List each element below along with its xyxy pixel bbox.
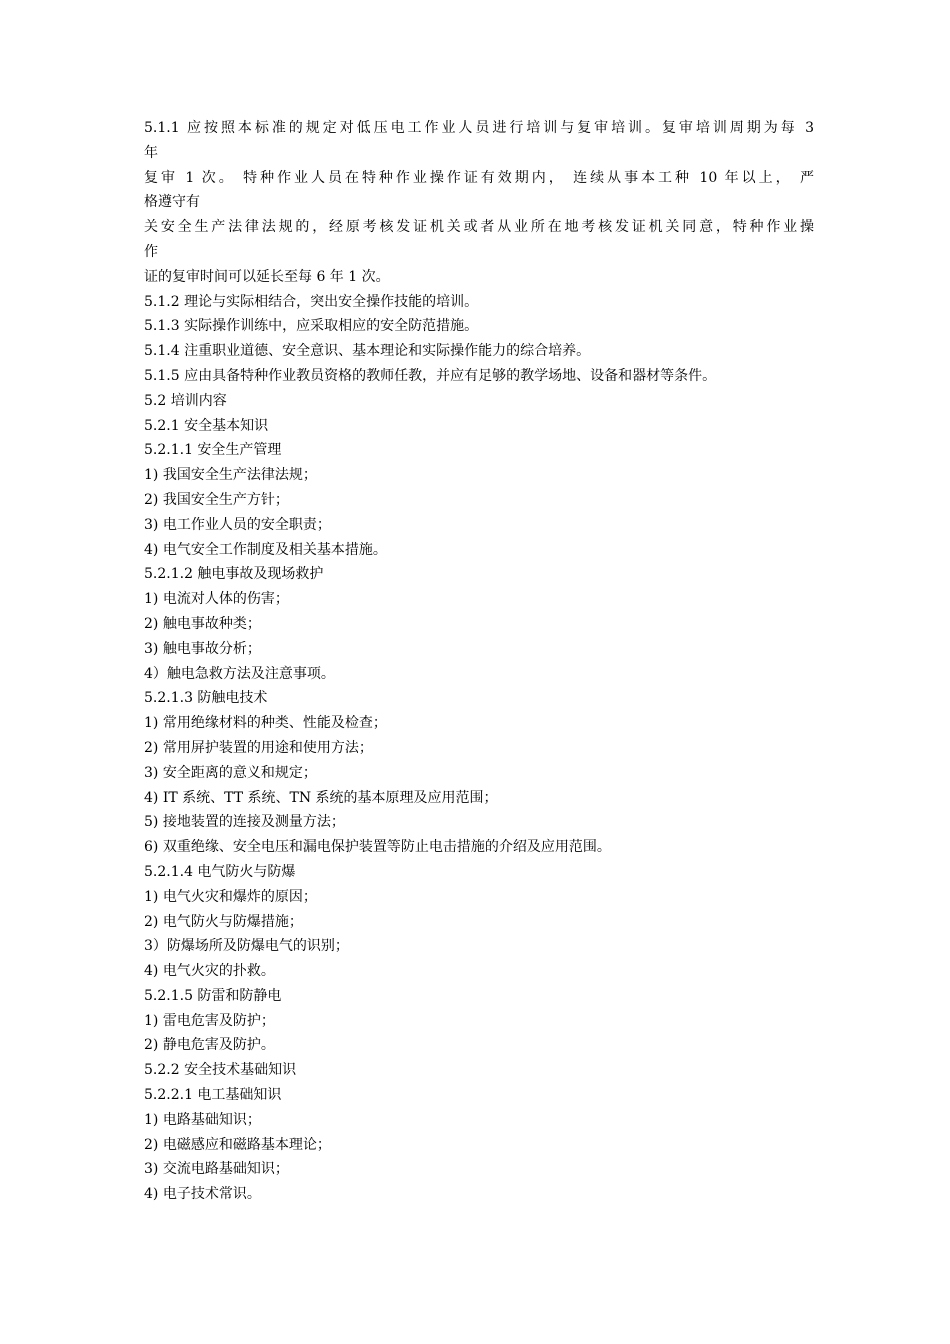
text-line: 1) 我国安全生产法律法规； bbox=[144, 467, 317, 484]
text-line: 1) 电气火灾和爆炸的原因； bbox=[144, 888, 317, 905]
text-line: 4）触电急救方法及注意事项。 bbox=[144, 665, 335, 682]
text-line: 5.2.1 安全基本知识 bbox=[144, 417, 269, 434]
text-line: 4) 电子技术常识。 bbox=[144, 1186, 261, 1203]
text-line: 2) 电磁感应和磁路基本理论； bbox=[144, 1136, 331, 1153]
text-line: 3）防爆场所及防爆电气的识别； bbox=[144, 938, 349, 955]
text-line: 5.2.1.4 电气防火与防爆 bbox=[144, 863, 296, 880]
text-line: 5.2.1.1 安全生产管理 bbox=[144, 442, 282, 459]
text-line: 4) IT 系统、TT 系统、TN 系统的基本原理及应用范围； bbox=[144, 789, 498, 806]
text-line: 2) 我国安全生产方针； bbox=[144, 491, 289, 508]
text-line: 1) 电路基础知识； bbox=[144, 1111, 261, 1128]
text-line: 3) 安全距离的意义和规定； bbox=[144, 764, 317, 781]
text-line: 2) 触电事故种类； bbox=[144, 615, 261, 632]
text-line: 4) 电气火灾的扑救。 bbox=[144, 963, 275, 980]
text-line: 关安全生产法律法规的，经原考核发证机关或者从业所在地考核发证机关同意，特种作业操 bbox=[144, 219, 814, 236]
text-line: 2) 电气防火与防爆措施； bbox=[144, 913, 303, 930]
text-line: 年 bbox=[144, 144, 158, 161]
text-line: 2) 静电危害及防护。 bbox=[144, 1037, 275, 1054]
text-line: 作 bbox=[144, 243, 158, 260]
text-line: 5) 接地装置的连接及测量方法； bbox=[144, 814, 345, 831]
text-line: 2) 常用屏护装置的用途和使用方法； bbox=[144, 739, 373, 756]
text-line: 5.1.2 理论与实际相结合，突出安全操作技能的培训。 bbox=[144, 293, 479, 310]
text-line: 5.2.2.1 电工基础知识 bbox=[144, 1087, 282, 1104]
text-line: 4) 电气安全工作制度及相关基本措施。 bbox=[144, 541, 387, 558]
text-line: 5.2.1.2 触电事故及现场救护 bbox=[144, 566, 324, 583]
text-line: 5.1.1 应按照本标准的规定对低压电工作业人员进行培训与复审培训。复审培训周期为每 3 bbox=[144, 120, 814, 136]
text-line: 1) 雷电危害及防护； bbox=[144, 1012, 275, 1029]
text-line: 5.2.1.5 防雷和防静电 bbox=[144, 987, 282, 1004]
text-line: 证的复审时间可以延长至每 6 年 1 次。 bbox=[144, 268, 390, 285]
document-body bbox=[144, 116, 814, 1207]
text-line: 3) 触电事故分析； bbox=[144, 640, 261, 657]
text-line: 1) 电流对人体的伤害； bbox=[144, 591, 289, 608]
text-line: 5.2.1.3 防触电技术 bbox=[144, 690, 268, 707]
text-line: 5.2 培训内容 bbox=[144, 392, 227, 409]
text-line: 格遵守有 bbox=[144, 194, 200, 211]
text-line: 6) 双重绝缘、安全电压和漏电保护装置等防止电击措施的介绍及应用范围。 bbox=[144, 839, 611, 856]
text-line: 1) 常用绝缘材料的种类、性能及检查； bbox=[144, 715, 387, 732]
text-line: 5.1.5 应由具备特种作业教员资格的教师任教，并应有足够的教学场地、设备和器材等条件。 bbox=[144, 367, 717, 384]
text-line: 3) 电工作业人员的安全职责； bbox=[144, 516, 331, 533]
text-line: 5.1.4 注重职业道德、安全意识、基本理论和实际操作能力的综合培养。 bbox=[144, 343, 591, 360]
text-line: 5.2.2 安全技术基础知识 bbox=[144, 1062, 297, 1079]
text-line: 3) 交流电路基础知识； bbox=[144, 1161, 289, 1178]
text-line: 5.1.3 实际操作训练中，应采取相应的安全防范措施。 bbox=[144, 318, 479, 335]
text-line: 复审 1 次。 特种作业人员在特种作业操作证有效期内， 连续从事本工种 10 年以上， 严 bbox=[144, 169, 814, 186]
